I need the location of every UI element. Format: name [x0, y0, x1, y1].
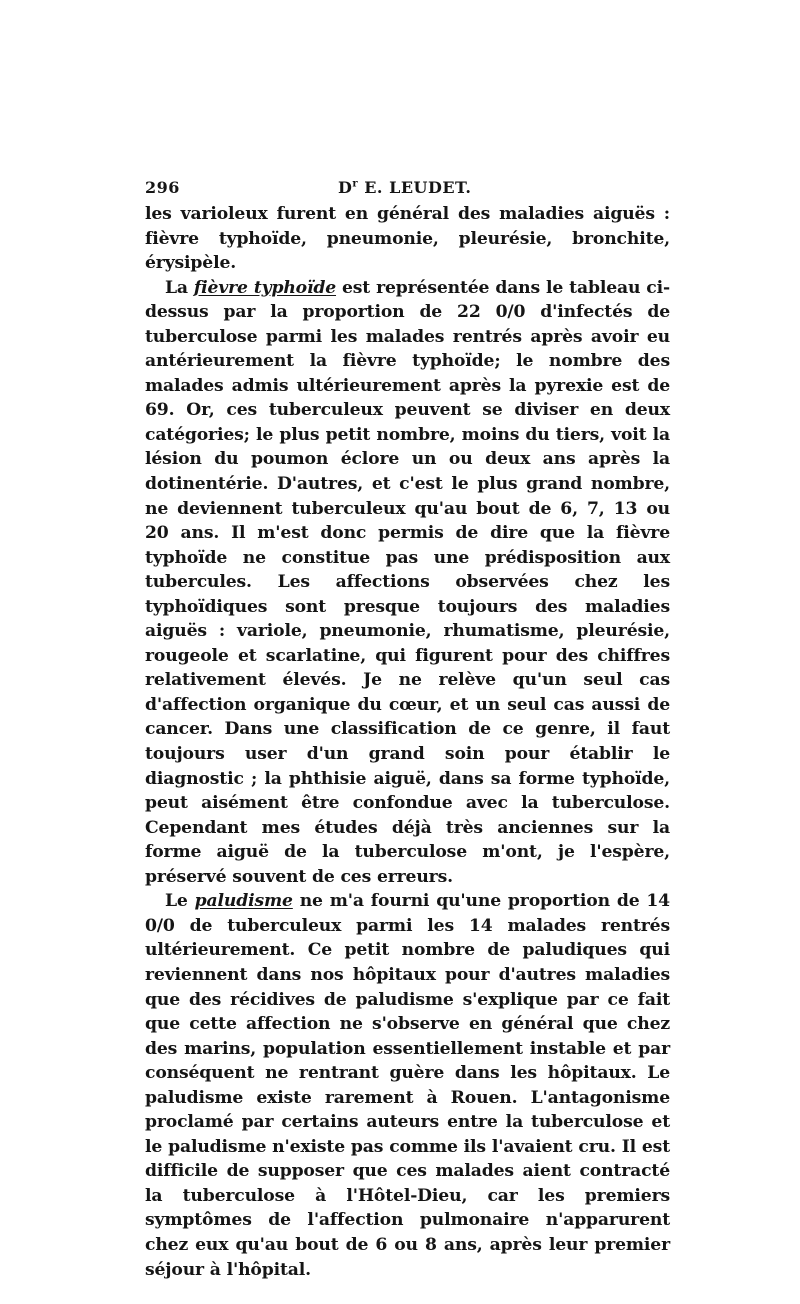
page-number: 296 — [145, 178, 180, 197]
paragraph-body: ne m'a fourni qu'une proportion de 14 0/0 de tuberculeux parmi les 14 malades rentrés ultérieurement. Ce petit nombre de paludiques qui reviennent dans nos hôpitaux pour d'autres maladies que des récidives de paludisme s'explique par ce fait que cette affection ne s'observe en général que chez des marins, population essentiellement instable et par conséquent ne rentrant guère dans les hôpitaux. Le paludisme existe rarement à Rouen. L'antagonisme proclamé par certains auteurs entre la tuberculose et le paludisme n'existe pas comme ils l'avaient cru. Il est difficile de supposer que ces malades aient contracté la tuberculose à l'Hôtel-Dieu, car les premiers symptômes de l'affection pulmonaire n'apparurent chez eux qu'au bout de 6 ou 8 ans, après leur premier séjour à l'hôpital. — [145, 891, 670, 1280]
author-name: E. LEUDET. — [358, 178, 472, 197]
running-head — [338, 178, 471, 197]
emphasis-paludisme: paludisme — [194, 891, 293, 912]
book-page — [145, 178, 670, 1282]
paragraph-continuation: les varioleux furent en général des maladies aiguës : fièvre typhoïde, pneumonie, pleurésie, bronchite, érysipèle. — [145, 204, 670, 274]
page-header — [145, 178, 670, 202]
paragraph-fievre-typhoide — [145, 276, 670, 890]
emphasis-fievre-typhoide: fièvre typhoïde — [193, 277, 337, 298]
paragraph-lead: Le — [165, 891, 195, 912]
author-prefix: D — [338, 178, 353, 197]
paragraph-paludisme — [145, 889, 670, 1282]
author-superscript: r — [352, 178, 359, 190]
paragraph-lead: La — [165, 277, 194, 298]
paragraph-body: est représentée dans le tableau ci-dessus par la proportion de 22 0/0 d'infectés de tuberculose parmi les malades rentrés après avoir eu antérieurement la fièvre typhoïde; le nombre des malades admis ultérieurement après la pyrexie est de 69. Or, ces tuberculeux peuvent se diviser en deux catégories; le plus petit nombre, moins du tiers, voit la lésion du poumon éclore un ou deux ans après la dotinentérie. D'autres, et c'est le plus grand nombre, ne deviennent tuberculeux qu'au bout de 6, 7, 13 ou 20 ans. Il m'est donc permis de dire que la fièvre typhoïde ne constitue pas une prédisposition aux tubercules. Les affections observées chez les typhoïdiques sont presque toujours des maladies aiguës : variole, pneumonie, rhumatisme, pleurésie, rougeole et scarlatine, qui figurent pour des chiffres relativement élevés. Je ne relève qu'un seul cas d'affection organique du cœur, et un seul cas aussi de cancer. Dans une classification de ce genre, il faut toujours user d'un grand soin pour établir le diagnostic ; la phthisie aiguë, dans sa forme typhoïde, peut aisément être confondue avec la tuberculose. Cependant mes études déjà très anciennes sur la forme aiguë de la tuberculose m'ont, je l'espère, préservé souvent de ces erreurs. — [145, 277, 670, 887]
